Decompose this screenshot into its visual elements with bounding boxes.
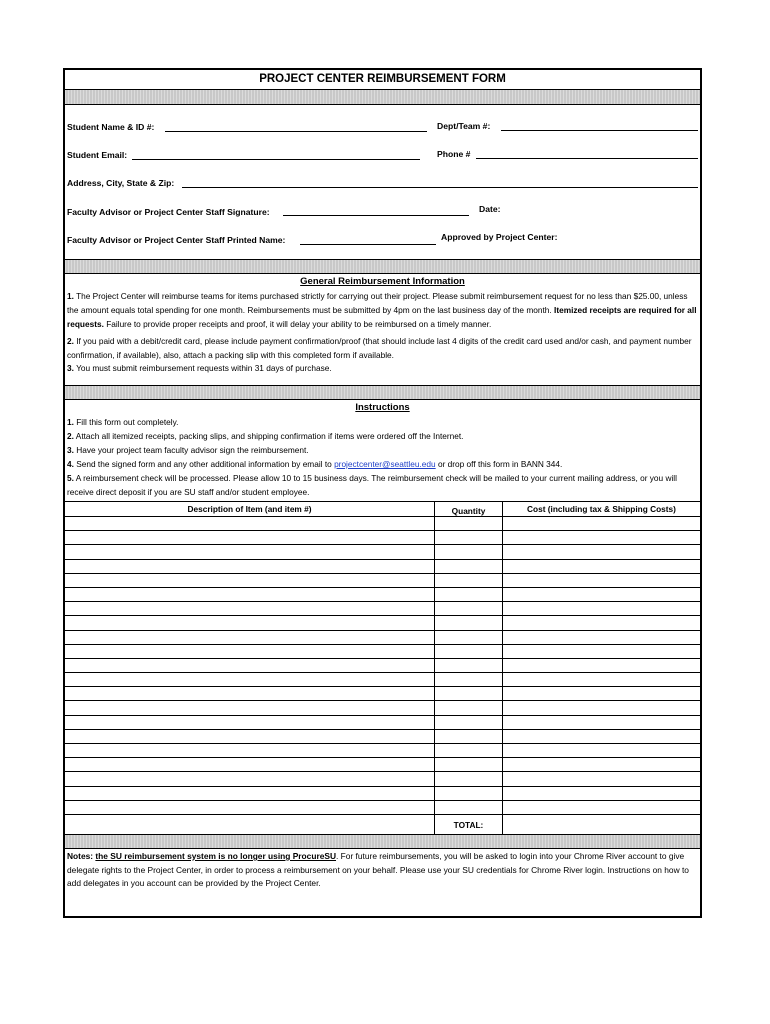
description-column-header: Description of Item (and item #) [187,504,312,514]
column-divider [502,801,503,814]
description-cell[interactable] [65,531,434,544]
quantity-cell[interactable] [435,616,502,629]
column-divider [502,772,503,785]
cost-cell[interactable] [503,716,700,729]
column-divider [502,531,503,544]
general-info-tail-1: Failure to provide proper receipts and proof, it will delay your ability to be reimbursed on a timely manner. [106,319,492,329]
general-info-item-2 [67,334,699,362]
cost-cell[interactable] [503,545,700,558]
column-divider [434,787,435,800]
item-number: 2. [67,431,74,441]
column-divider [502,545,503,558]
column-divider [502,815,503,834]
total-row [65,815,700,835]
description-cell[interactable] [65,659,434,672]
item-number: 1. [67,417,74,427]
general-info-text-1: The Project Center will reimburse teams for items purchased strictly for carrying out their project. Please submit reimbursement request for no less than $25.00, unless the amount equals total spending for one month. Reimbursements must be submitted by 4pm on the last business day of the month. [67,291,688,315]
phone-field[interactable] [476,158,698,159]
total-label: TOTAL: [453,819,484,830]
table-row [65,560,700,574]
project-center-email-link[interactable]: projectcenter@seattleu.edu [334,459,436,469]
quantity-cell[interactable] [435,787,502,800]
notes-prefix: Notes: [67,851,94,861]
description-cell[interactable] [65,560,434,573]
column-divider [502,631,503,644]
column-divider [502,560,503,573]
column-divider [434,616,435,629]
item-number: 2. [67,336,74,346]
cost-cell[interactable] [503,730,700,743]
instruction-text-4: Send the signed form and any other additional information by email to [76,459,332,469]
description-cell[interactable] [65,801,434,814]
cost-cell[interactable] [503,758,700,771]
cost-cell[interactable] [503,787,700,800]
divider-band-3 [65,834,700,849]
description-cell[interactable] [65,772,434,785]
notes-section [67,850,699,891]
advisor-printed-field[interactable] [300,244,436,245]
quantity-column-header: Quantity [451,506,486,516]
table-row [65,531,700,545]
general-info-text-2: If you paid with a debit/credit card, please include payment confirmation/proof (that should include last 4 digits of the credit card used and/or cash, and payment number confirmation, if available), also, attach a packing slip with this completed form if available. [67,336,692,360]
general-info-text-3: You must submit reimbursement requests within 31 days of purchase. [76,363,332,373]
description-cell[interactable] [65,744,434,757]
dept-team-field[interactable] [501,130,698,131]
column-divider [434,772,435,785]
column-divider [502,616,503,629]
description-cell[interactable] [65,758,434,771]
column-divider [434,531,435,544]
general-info-heading: General Reimbursement Information [300,276,465,287]
quantity-cell[interactable] [435,588,502,601]
description-cell[interactable] [65,687,434,700]
quantity-cell[interactable] [435,645,502,658]
column-divider [502,502,503,516]
table-row [65,730,700,744]
description-cell[interactable] [65,787,434,800]
column-divider [434,701,435,714]
description-cell[interactable] [65,701,434,714]
column-divider [502,659,503,672]
column-divider [502,673,503,686]
form-title: PROJECT CENTER REIMBURSEMENT FORM [259,73,506,85]
items-table [65,501,700,835]
reimbursement-form [63,68,702,918]
description-cell[interactable] [65,545,434,558]
student-email-label: Student Email: [67,150,128,160]
cost-cell[interactable] [503,588,700,601]
cost-cell[interactable] [503,772,700,785]
cost-cell[interactable] [503,687,700,700]
table-row [65,772,700,786]
advisor-signature-field[interactable] [283,215,469,216]
cost-cell[interactable] [503,701,700,714]
instructions-heading: Instructions [355,402,410,413]
column-divider [434,687,435,700]
instruction-text-2: Attach all itemized receipts, packing slips, and shipping confirmation if items were ordered off the Internet. [75,431,464,441]
description-cell[interactable] [65,673,434,686]
table-row [65,659,700,673]
quantity-cell[interactable] [435,801,502,814]
column-divider [434,517,435,530]
quantity-cell[interactable] [435,631,502,644]
table-row [65,687,700,701]
quantity-cell[interactable] [435,517,502,530]
table-row [65,545,700,559]
description-cell[interactable] [65,616,434,629]
column-divider [434,716,435,729]
instruction-item-5 [67,471,699,499]
table-row [65,602,700,616]
column-divider [434,588,435,601]
quantity-cell[interactable] [435,602,502,615]
quantity-cell[interactable] [435,687,502,700]
item-number: 5. [67,473,74,483]
quantity-cell[interactable] [435,659,502,672]
cost-cell[interactable] [503,517,700,530]
quantity-cell[interactable] [435,560,502,573]
description-cell[interactable] [65,716,434,729]
quantity-cell[interactable] [435,545,502,558]
address-field[interactable] [182,187,698,188]
column-divider [434,744,435,757]
column-divider [434,673,435,686]
column-divider [502,588,503,601]
general-info-item-3 [67,361,699,375]
cost-cell[interactable] [503,673,700,686]
table-row [65,588,700,602]
column-divider [502,744,503,757]
description-cell[interactable] [65,602,434,615]
quantity-cell[interactable] [435,758,502,771]
instruction-item-4 [67,457,699,471]
column-divider [434,602,435,615]
cost-cell[interactable] [503,616,700,629]
cost-cell[interactable] [503,645,700,658]
column-divider [434,574,435,587]
receipts-required-text: Itemized receipts are required for all requests. [67,305,697,329]
table-row [65,744,700,758]
table-row [65,758,700,772]
instruction-text-4-tail: or drop off this form in BANN 344. [437,459,563,469]
cost-cell[interactable] [503,801,700,814]
cost-cell[interactable] [503,531,700,544]
general-info-item-1 [67,289,699,331]
item-number: 4. [67,459,74,469]
table-row [65,716,700,730]
quantity-cell[interactable] [435,531,502,544]
instruction-text-3: Have your project team faculty advisor sign the reimbursement. [76,445,309,455]
column-divider [502,787,503,800]
quantity-cell[interactable] [435,574,502,587]
column-divider [434,645,435,658]
cost-column-header: Cost (including tax & Shipping Costs) [527,504,676,514]
student-email-field[interactable] [132,159,420,160]
advisor-printed-label: Faculty Advisor or Project Center Staff Printed Name: [67,235,286,245]
quantity-cell[interactable] [435,701,502,714]
column-divider [434,730,435,743]
table-row [65,631,700,645]
column-divider [434,545,435,558]
column-divider [502,517,503,530]
divider-band-1 [65,259,700,274]
column-divider [502,645,503,658]
table-row [65,673,700,687]
table-row [65,701,700,715]
phone-label: Phone # [437,149,471,159]
quantity-cell[interactable] [435,772,502,785]
student-name-label: Student Name & ID #: [67,122,155,132]
notes-highlight: the SU reimbursement system is no longer using ProcureSU [95,851,337,861]
column-divider [434,631,435,644]
quantity-cell[interactable] [435,744,502,757]
item-number: 3. [67,445,74,455]
column-divider [434,758,435,771]
notes-text: . For future reimbursements, you will be asked to login into your Chrome River account to give delegate rights to the Project Center, in order to process a reimbursement on your behalf. Please use your SU credentials for Chrome River login. Instructions on how to add delegates in you account can be provided by the Project Center. [67,851,689,888]
column-divider [502,687,503,700]
instruction-item-1 [67,415,699,429]
table-row [65,574,700,588]
column-divider [434,801,435,814]
column-divider [434,502,435,516]
description-cell[interactable] [65,645,434,658]
cost-cell[interactable] [503,560,700,573]
column-divider [502,716,503,729]
table-body [65,517,700,815]
table-row [65,787,700,801]
quantity-cell[interactable] [435,730,502,743]
dept-team-label: Dept/Team #: [437,121,491,131]
instruction-text-1: Fill this form out completely. [76,417,179,427]
item-number: 3. [67,363,74,373]
description-cell[interactable] [65,730,434,743]
description-cell[interactable] [65,574,434,587]
table-row [65,517,700,531]
quantity-cell[interactable] [435,716,502,729]
column-divider [434,560,435,573]
item-number: 1. [67,291,74,301]
column-divider [502,574,503,587]
approved-label: Approved by Project Center: [441,232,558,242]
cost-cell[interactable] [503,659,700,672]
table-row [65,645,700,659]
column-divider [502,602,503,615]
instruction-text-5: A reimbursement check will be processed. Please allow 10 to 15 business days. The reimbursement check will be mailed to your current mailing address, or you will receive direct deposit if you are SU staff and/or student employee. [67,473,677,497]
table-row [65,616,700,630]
divider-band-2 [65,385,700,400]
column-divider [502,701,503,714]
table-header-row [65,502,700,517]
date-label: Date: [479,204,501,214]
cost-cell[interactable] [503,574,700,587]
quantity-cell[interactable] [435,673,502,686]
column-divider [502,730,503,743]
student-name-field[interactable] [165,131,427,132]
header-band [65,89,700,105]
column-divider [502,758,503,771]
description-cell[interactable] [65,631,434,644]
instruction-item-2 [67,429,699,443]
instruction-item-3 [67,443,699,457]
cost-cell[interactable] [503,631,700,644]
table-row [65,801,700,815]
column-divider [434,659,435,672]
cost-cell[interactable] [503,744,700,757]
description-cell[interactable] [65,517,434,530]
description-cell[interactable] [65,588,434,601]
cost-cell[interactable] [503,602,700,615]
advisor-signature-label: Faculty Advisor or Project Center Staff Signature: [67,207,270,217]
address-label: Address, City, State & Zip: [67,178,175,188]
